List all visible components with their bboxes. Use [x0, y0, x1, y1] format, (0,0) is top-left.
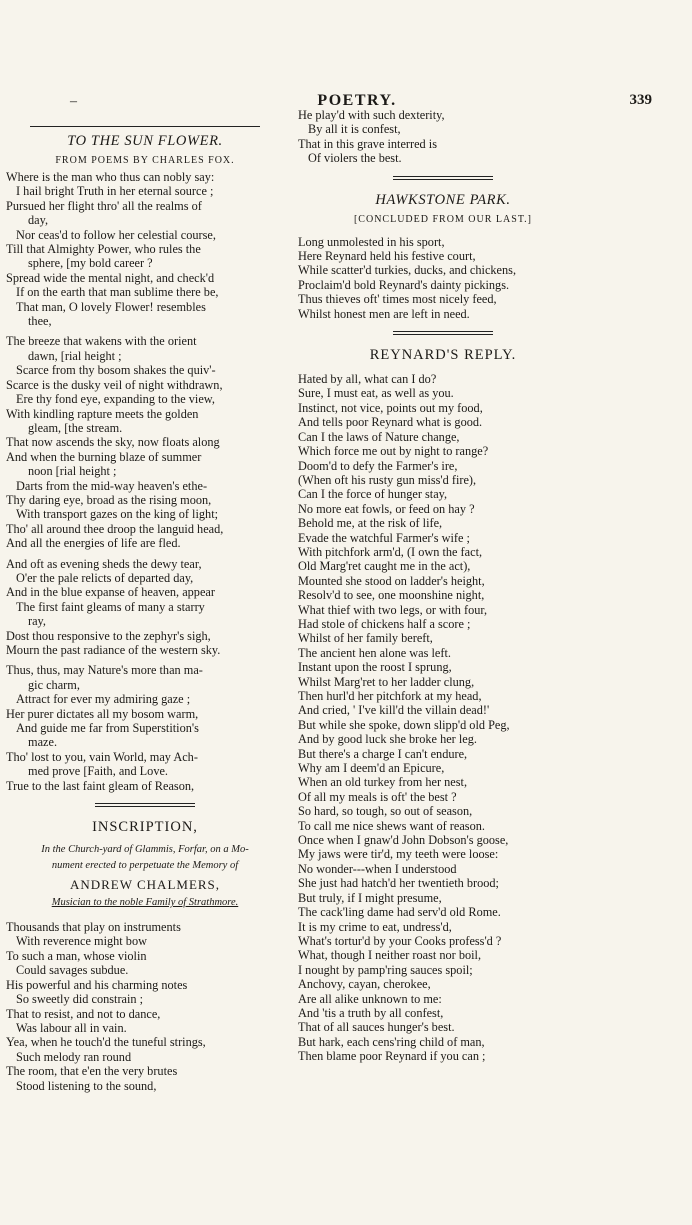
verse-line: gic charm,: [28, 677, 80, 692]
section-divider: [393, 176, 493, 180]
verse-line: And tells poor Reynard what is good.: [298, 415, 483, 430]
verse-line: With kindling rapture meets the golden: [6, 406, 199, 421]
verse-line: Doom'd to defy the Farmer's ire,: [298, 458, 458, 473]
verse-line: The cack'ling dame had serv'd old Rome.: [298, 905, 501, 920]
verse-line: Resolv'd to see, one moonshine night,: [298, 588, 485, 603]
verse-line: That in this grave interred is: [298, 136, 437, 151]
verse-line: Whilst honest men are left in need.: [298, 306, 470, 321]
verse-line: Then blame poor Reynard if you can ;: [298, 1049, 486, 1064]
verse-line: Thus, thus, may Nature's more than ma-: [6, 663, 203, 678]
verse-line: The breeze that wakens with the orient: [6, 334, 197, 349]
section-divider: [95, 803, 195, 807]
right-column: [298, 108, 588, 1064]
verse-line: She just had hatch'd her twentieth brood;: [298, 876, 499, 891]
verse-line: thee,: [28, 314, 52, 329]
poem-body-inscription-continued: [298, 108, 588, 166]
verse-line: Mourn the past radiance of the western sky.: [6, 643, 221, 657]
section-title: POETRY.: [317, 92, 397, 109]
verse-line: Then hurl'd her pitchfork at my head,: [298, 689, 482, 703]
verse-line: Scarce is the dusky veil of night withdrawn,: [6, 377, 223, 392]
verse-line: Can I the force of hunger stay,: [298, 487, 448, 502]
verse-line: Hated by all, what can I do?: [298, 372, 437, 387]
verse-line: Old Marg'ret caught me in the act),: [298, 559, 471, 574]
verse-line: So hard, so tough, so out of season,: [298, 804, 473, 819]
verse-line: dawn, [rial height ;: [28, 348, 122, 363]
verse-line: And by good luck she broke her leg.: [298, 732, 477, 747]
verse-line: Her purer dictates all my bosom warm,: [6, 706, 199, 721]
verse-line: So sweetly did constrain ;: [16, 992, 144, 1007]
verse-line: Here Reynard held his festive court,: [298, 249, 476, 264]
verse-line: sphere, [my bold career ?: [28, 256, 153, 271]
poem-title-hawkstone: HAWKSTONE PARK.: [375, 191, 511, 208]
verse-line: And 'tis a truth by all confest,: [298, 1005, 444, 1020]
verse-line: The room, that e'en the very brutes: [6, 1064, 178, 1079]
verse-line: Stood listening to the sound,: [16, 1078, 157, 1093]
verse-line: If on the earth that man sublime there be,: [16, 285, 219, 300]
poem-title-reynard: REYNARD'S REPLY.: [369, 347, 517, 364]
verse-line: I nought by pamp'ring sauces spoil;: [298, 962, 473, 977]
verse-line: Dost thou responsive to the zephyr's sigh,: [6, 628, 211, 643]
verse-line: gleam, [the stream.: [28, 420, 123, 435]
verse-line: The ancient hen alone was left.: [298, 645, 451, 660]
verse-line: Yea, when he touch'd the tuneful strings,: [6, 1035, 206, 1050]
verse-line: Of all my meals is oft' the best ?: [298, 789, 457, 804]
inscription-description: [6, 842, 284, 874]
verse-line: But truly, if I might presume,: [298, 890, 442, 905]
verse-line: His powerful and his charming notes: [6, 977, 188, 992]
verse-line: With pitchfork arm'd, (I own the fact,: [298, 544, 483, 559]
verse-line: Tho' lost to you, vain World, may Ach-: [6, 749, 198, 764]
poem-body-reynard: [298, 372, 588, 1064]
verse-line: Whilst Marg'ret to her ladder clung,: [298, 674, 475, 689]
verse-line: The first faint gleams of many a starry: [16, 599, 205, 614]
verse-line: Attract for ever my admiring gaze ;: [16, 692, 191, 707]
verse-line: That now ascends the sky, now floats along: [6, 435, 220, 450]
verse-line: What thief with two legs, or with four,: [298, 602, 488, 617]
verse-line: Of violers the best.: [308, 151, 402, 166]
verse-line: What's tortur'd by your Cooks profess'd ?: [298, 933, 502, 948]
verse-line: med prove [Faith, and Love.: [28, 764, 169, 779]
verse-line: And guide me far from Superstition's: [16, 721, 199, 736]
verse-line: Once when I gnaw'd John Dobson's goose,: [298, 833, 509, 848]
verse-line: Long unmolested in his sport,: [298, 234, 445, 249]
poem-body-sun-flower: [6, 170, 284, 793]
verse-line: Thus thieves oft' times most nicely feed,: [298, 292, 497, 307]
verse-line: Instinct, not vice, points out my food,: [298, 400, 483, 415]
verse-line: But hark, each cens'ring child of man,: [298, 1034, 485, 1049]
verse-line: With reverence might bow: [16, 934, 147, 949]
verse-line: Behold me, at the risk of life,: [298, 516, 443, 531]
verse-line: Thy daring eye, broad as the rising moon,: [6, 492, 212, 507]
memorial-name: ANDREW CHALMERS,: [69, 877, 221, 893]
verse-line: And in the blue expanse of heaven, appear: [6, 585, 215, 600]
header-dash: –: [70, 94, 77, 109]
verse-line: That man, O lovely Flower! resembles: [16, 299, 206, 314]
top-rule: [30, 126, 260, 127]
verse-line: ray,: [28, 614, 46, 629]
verse-line: But while she spoke, down slipp'd old Peg,: [298, 717, 510, 732]
poem-title-inscription: INSCRIPTION,: [92, 819, 198, 836]
memorial-subtitle: Musician to the noble Family of Strathmore.: [51, 897, 239, 909]
verse-line: Mounted she stood on ladder's height,: [298, 573, 485, 588]
verse-line: And when the burning blaze of summer: [6, 449, 202, 464]
verse-line: noon [rial height ;: [28, 464, 117, 479]
verse-line: And cried, ' I've kill'd the villain dead!': [298, 703, 490, 718]
poem-body-inscription: [6, 920, 284, 1093]
verse-line: Why am I deem'd an Epicure,: [298, 761, 445, 776]
verse-line: (When oft his rusty gun miss'd fire),: [298, 472, 477, 487]
verse-line: He play'd with such dexterity,: [298, 108, 445, 122]
page-number: 339: [629, 92, 652, 108]
verse-line: Tho' all around thee droop the languid head,: [6, 521, 224, 536]
verse-line: My jaws were tir'd, my teeth were loose:: [298, 847, 499, 862]
verse-line: And oft as evening sheds the dewy tear,: [6, 556, 202, 571]
verse-line: No wonder---when I understood: [298, 861, 457, 876]
verse-line: While scatter'd turkies, ducks, and chickens,: [298, 263, 517, 278]
verse-line: But there's a charge I can't endure,: [298, 746, 468, 761]
verse-line: Scarce from thy bosom shakes the quiv'-: [16, 363, 216, 378]
verse-line: True to the last faint gleam of Reason,: [6, 778, 195, 793]
verse-line: maze.: [28, 735, 58, 750]
verse-line: With transport gazes on the king of light;: [16, 507, 219, 522]
verse-line: O'er the pale relicts of departed day,: [16, 570, 194, 585]
verse-line: To call me nice shews want of reason.: [298, 818, 485, 833]
verse-line: What, though I neither roast nor boil,: [298, 948, 482, 963]
verse-line: Spread wide the mental night, and check'd: [6, 270, 215, 285]
verse-line: That to resist, and not to dance,: [6, 1006, 161, 1021]
verse-line: Till that Almighty Power, who rules the: [6, 242, 201, 257]
verse-line: Instant upon the roost I sprung,: [298, 660, 452, 675]
verse-line: Whilst of her family bereft,: [298, 631, 433, 646]
verse-line: Pursued her flight thro' all the realms of: [6, 198, 202, 213]
verse-line: Anchovy, cayan, cherokee,: [298, 977, 431, 992]
poem-title-sun-flower: TO THE SUN FLOWER.: [67, 133, 223, 149]
left-column: [6, 126, 284, 1093]
poem-source: FROM POEMS BY CHARLES FOX.: [55, 155, 235, 166]
verse-line: day,: [28, 213, 49, 228]
poem-body-hawkstone: [298, 235, 588, 321]
description-line: In the Church-yard of Glammis, Forfar, on a Mo-: [41, 844, 249, 856]
verse-line: By all it is confest,: [308, 122, 401, 137]
verse-line: Thousands that play on instruments: [6, 920, 181, 935]
verse-line: Which force me out by night to range?: [298, 444, 489, 459]
verse-line: I hail bright Truth in her eternal source ;: [16, 184, 214, 199]
verse-line: Could savages subdue.: [16, 963, 129, 978]
verse-line: To such a man, whose violin: [6, 948, 147, 963]
description-line: nument erected to perpetuate the Memory of: [51, 860, 239, 872]
verse-line: Was labour all in vain.: [16, 1020, 127, 1035]
poem-source: [CONCLUDED FROM OUR LAST.]: [353, 213, 533, 225]
verse-line: Such melody ran round: [16, 1049, 132, 1064]
verse-line: Where is the man who thus can nobly say:: [6, 170, 215, 184]
verse-line: And all the energies of life are fled.: [6, 536, 181, 551]
verse-line: Had stole of chickens half a score ;: [298, 616, 471, 631]
verse-line: When an old turkey from her nest,: [298, 775, 468, 790]
verse-line: Are all alike unknown to me:: [298, 991, 442, 1006]
verse-line: Ere thy fond eye, expanding to the view,: [16, 392, 215, 407]
verse-line: Proclaim'd bold Reynard's dainty pickings.: [298, 277, 510, 292]
section-divider: [393, 331, 493, 335]
verse-line: Nor ceas'd to follow her celestial course,: [16, 227, 216, 242]
verse-line: Sure, I must eat, as well as you.: [298, 386, 454, 401]
verse-line: No more eat fowls, or feed on hay ?: [298, 501, 475, 516]
verse-line: Darts from the mid-way heaven's ethe-: [16, 478, 208, 493]
verse-line: That of all sauces hunger's best.: [298, 1020, 455, 1035]
verse-line: Evade the watchful Farmer's wife ;: [298, 530, 470, 545]
verse-line: Can I the laws of Nature change,: [298, 429, 460, 444]
verse-line: It is my crime to eat, undress'd,: [298, 919, 452, 934]
